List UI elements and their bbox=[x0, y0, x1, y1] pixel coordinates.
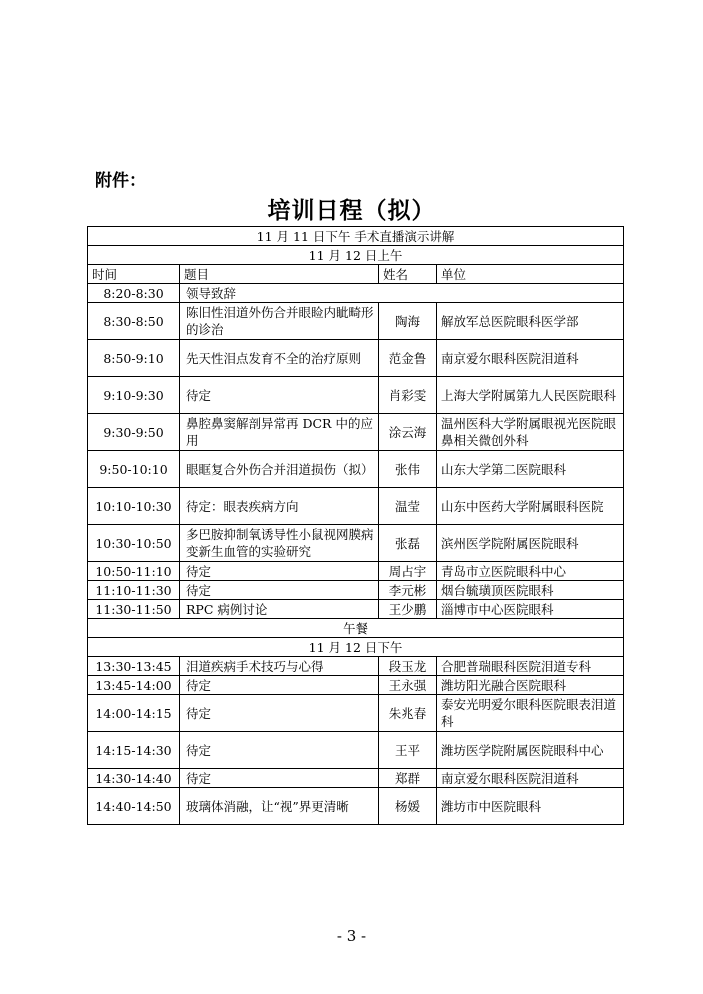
speaker-unit: 解放军总医院眼科医学部 bbox=[437, 303, 624, 340]
speaker-name: 朱兆春 bbox=[379, 695, 437, 732]
table-row bbox=[88, 414, 624, 451]
header-time: 时间 bbox=[88, 265, 180, 284]
speaker-unit: 滨州医学院附属医院眼科 bbox=[437, 525, 624, 562]
session-topic: 待定 bbox=[180, 676, 379, 695]
session-time: 13:30-13:45 bbox=[88, 657, 180, 676]
day1-banner: 11 月 11 日下午 手术直播演示讲解 bbox=[88, 227, 624, 246]
session-topic: 待定 bbox=[180, 732, 379, 769]
session-topic: 待定 bbox=[180, 377, 379, 414]
speaker-name: 杨媛 bbox=[379, 788, 437, 825]
session-topic: 多巴胺抑制氧诱导性小鼠视网膜病变新生血管的实验研究 bbox=[180, 525, 379, 562]
session-time: 10:10-10:30 bbox=[88, 488, 180, 525]
speaker-name: 李元彬 bbox=[379, 581, 437, 600]
session-time: 10:30-10:50 bbox=[88, 525, 180, 562]
speaker-name: 涂云海 bbox=[379, 414, 437, 451]
session-topic: 眼眶复合外伤合并泪道损伤（拟） bbox=[180, 451, 379, 488]
banner-row bbox=[88, 227, 624, 246]
speaker-unit: 山东中医药大学附属眼科医院 bbox=[437, 488, 624, 525]
table-row bbox=[88, 377, 624, 414]
session-time: 9:30-9:50 bbox=[88, 414, 180, 451]
table-row bbox=[88, 695, 624, 732]
table-row bbox=[88, 581, 624, 600]
speaker-name: 王永强 bbox=[379, 676, 437, 695]
table-row bbox=[88, 788, 624, 825]
table-row bbox=[88, 769, 624, 788]
speaker-unit: 青岛市立医院眼科中心 bbox=[437, 562, 624, 581]
morning-banner: 11 月 12 日上午 bbox=[88, 246, 624, 265]
session-time: 10:50-11:10 bbox=[88, 562, 180, 581]
speaker-name: 王少鹏 bbox=[379, 600, 437, 619]
session-topic: 玻璃体消融，让“视”界更清晰 bbox=[180, 788, 379, 825]
session-time: 14:15-14:30 bbox=[88, 732, 180, 769]
banner-row bbox=[88, 246, 624, 265]
session-topic: 待定 bbox=[180, 562, 379, 581]
speaker-unit: 山东大学第二医院眼科 bbox=[437, 451, 624, 488]
speaker-name: 范金鲁 bbox=[379, 340, 437, 377]
session-time: 11:30-11:50 bbox=[88, 600, 180, 619]
table-row bbox=[88, 488, 624, 525]
session-time: 14:30-14:40 bbox=[88, 769, 180, 788]
session-topic: 先天性泪点发育不全的治疗原则 bbox=[180, 340, 379, 377]
header-name: 姓名 bbox=[379, 265, 437, 284]
session-topic: 泪道疾病手术技巧与心得 bbox=[180, 657, 379, 676]
document-title: 培训日程（拟） bbox=[267, 198, 436, 224]
speaker-unit: 潍坊市中医院眼科 bbox=[437, 788, 624, 825]
table-row bbox=[88, 657, 624, 676]
table-row bbox=[88, 525, 624, 562]
speaker-name: 张磊 bbox=[379, 525, 437, 562]
table-row bbox=[88, 303, 624, 340]
page-number: - 3 - bbox=[336, 927, 367, 945]
banner-row bbox=[88, 619, 624, 638]
session-time: 9:50-10:10 bbox=[88, 451, 180, 488]
header-row bbox=[88, 265, 624, 284]
speaker-name: 王平 bbox=[379, 732, 437, 769]
table-row bbox=[88, 676, 624, 695]
attachment-label: 附件： bbox=[95, 171, 146, 191]
speaker-unit: 潍坊医学院附属医院眼科中心 bbox=[437, 732, 624, 769]
speaker-name: 张伟 bbox=[379, 451, 437, 488]
session-topic: 鼻腔鼻窦解剖异常再 DCR 中的应用 bbox=[180, 414, 379, 451]
table-row bbox=[88, 732, 624, 769]
speaker-unit: 南京爱尔眼科医院泪道科 bbox=[437, 769, 624, 788]
speaker-unit: 潍坊阳光融合医院眼科 bbox=[437, 676, 624, 695]
session-time: 8:30-8:50 bbox=[88, 303, 180, 340]
table-row bbox=[88, 284, 624, 303]
speaker-unit: 南京爱尔眼科医院泪道科 bbox=[437, 340, 624, 377]
lunch-banner: 午餐 bbox=[88, 619, 624, 638]
session-time: 8:50-9:10 bbox=[88, 340, 180, 377]
speaker-unit: 淄博市中心医院眼科 bbox=[437, 600, 624, 619]
session-time: 11:10-11:30 bbox=[88, 581, 180, 600]
session-time: 13:45-14:00 bbox=[88, 676, 180, 695]
session-topic: 待定 bbox=[180, 769, 379, 788]
table-row bbox=[88, 451, 624, 488]
banner-row bbox=[88, 638, 624, 657]
speaker-name: 肖彩雯 bbox=[379, 377, 437, 414]
session-topic: 待定 bbox=[180, 695, 379, 732]
speaker-name: 温莹 bbox=[379, 488, 437, 525]
afternoon-banner: 11 月 12 日下午 bbox=[88, 638, 624, 657]
table-row bbox=[88, 600, 624, 619]
session-time: 8:20-8:30 bbox=[88, 284, 180, 303]
header-unit: 单位 bbox=[437, 265, 624, 284]
session-topic: 陈旧性泪道外伤合并眼睑内眦畸形的诊治 bbox=[180, 303, 379, 340]
speaker-name: 周占宇 bbox=[379, 562, 437, 581]
speaker-unit: 烟台毓璜顶医院眼科 bbox=[437, 581, 624, 600]
speaker-unit: 温州医科大学附属眼视光医院眼鼻相关微创外科 bbox=[437, 414, 624, 451]
session-time: 14:00-14:15 bbox=[88, 695, 180, 732]
session-time: 14:40-14:50 bbox=[88, 788, 180, 825]
speaker-name: 郑群 bbox=[379, 769, 437, 788]
schedule-table bbox=[87, 226, 624, 825]
session-topic: RPC 病例讨论 bbox=[180, 600, 379, 619]
table-row bbox=[88, 562, 624, 581]
session-topic: 待定 bbox=[180, 581, 379, 600]
speaker-unit: 上海大学附属第九人民医院眼科 bbox=[437, 377, 624, 414]
speaker-unit: 泰安光明爱尔眼科医院眼表泪道科 bbox=[437, 695, 624, 732]
table-row bbox=[88, 340, 624, 377]
session-topic: 待定：眼表疾病方向 bbox=[180, 488, 379, 525]
session-topic: 领导致辞 bbox=[180, 284, 624, 303]
speaker-name: 陶海 bbox=[379, 303, 437, 340]
session-time: 9:10-9:30 bbox=[88, 377, 180, 414]
header-topic: 题目 bbox=[180, 265, 379, 284]
speaker-unit: 合肥普瑞眼科医院泪道专科 bbox=[437, 657, 624, 676]
speaker-name: 段玉龙 bbox=[379, 657, 437, 676]
